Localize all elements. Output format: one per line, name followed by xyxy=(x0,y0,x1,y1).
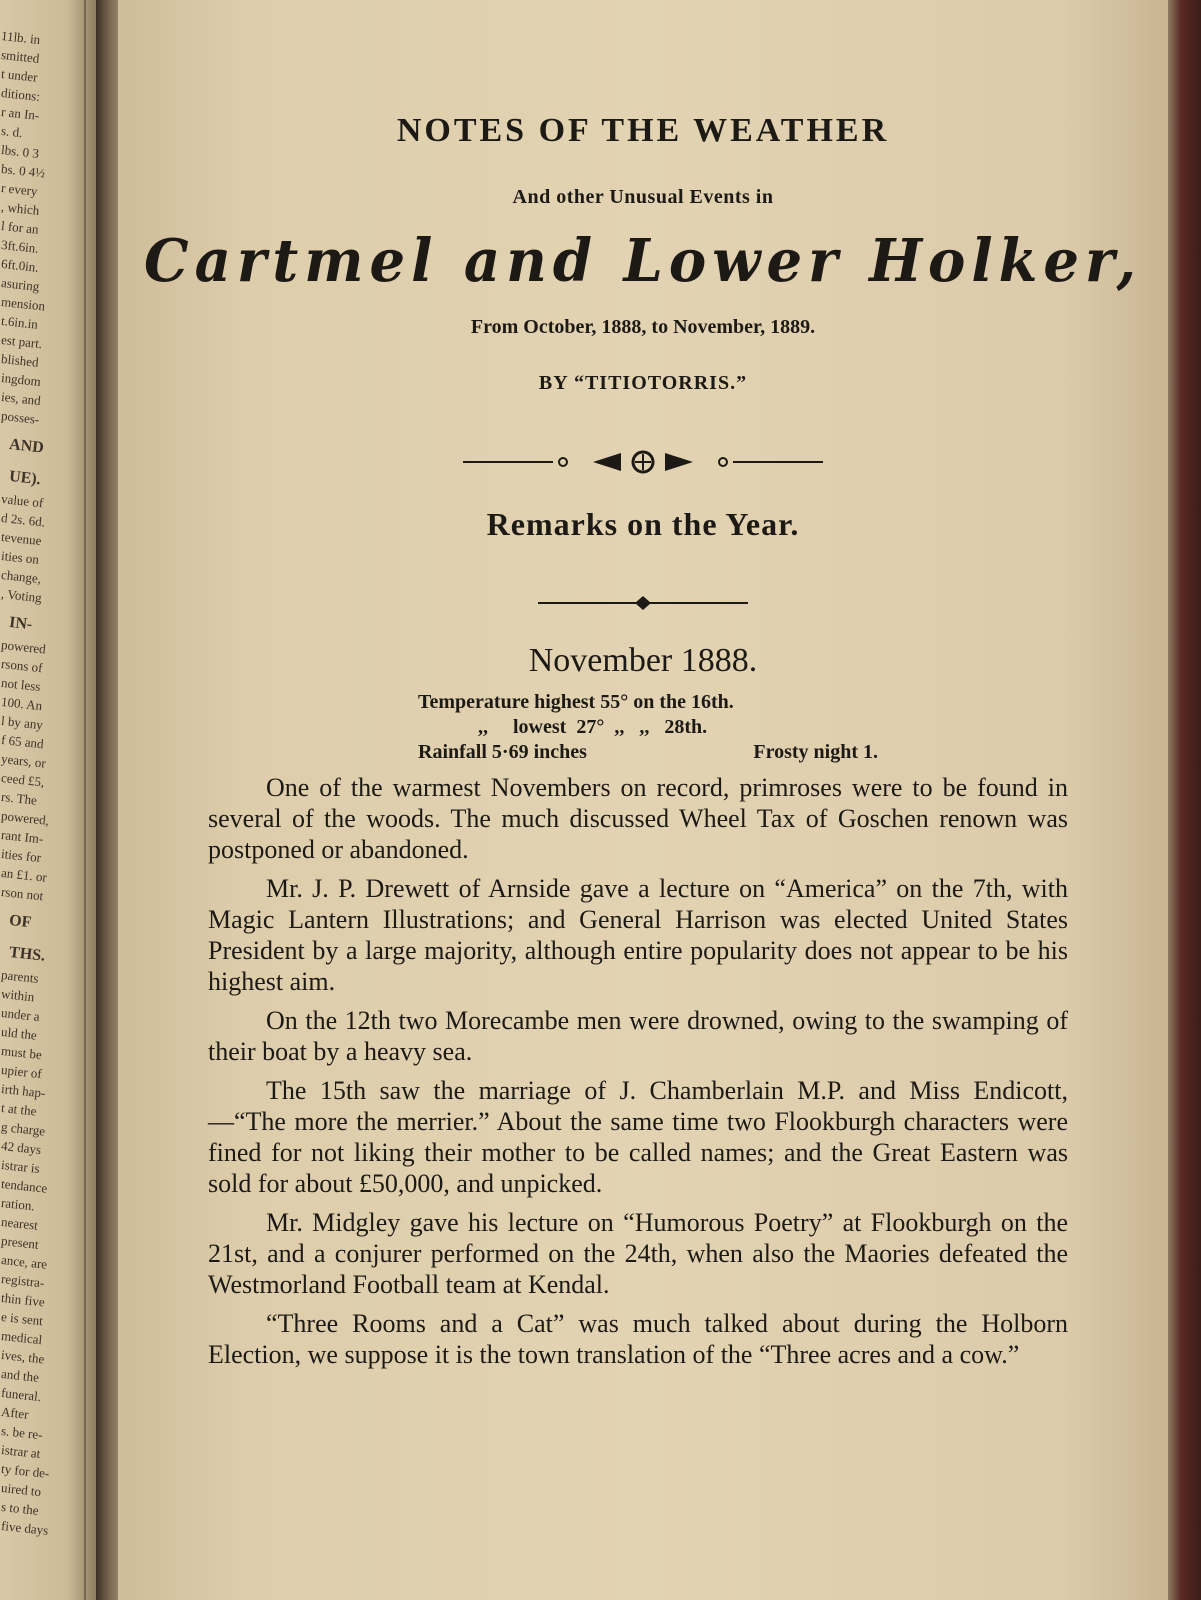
paragraph: Mr. Midgley gave his lecture on “Humorous Poetry” at Flookburgh on the 21st, and a conjurer performed on the 24th, when also the Maories defeated the Westmorland Football team at Kendal. xyxy=(208,1208,1068,1299)
diamond-rule-icon xyxy=(538,596,748,610)
facing-page-fragment: tevenue xyxy=(0,529,43,549)
author-line: BY “TITIOTORRIS.” xyxy=(538,372,748,394)
facing-page xyxy=(0,0,96,1600)
facing-page-fragment: posses- xyxy=(0,408,41,427)
facing-page-fragment: must be xyxy=(0,1043,43,1063)
facing-page-fragment: ance, are xyxy=(0,1252,48,1272)
facing-page-fragment: lbs. 0 3 xyxy=(0,142,40,161)
facing-page-fragment: est part. xyxy=(0,332,43,352)
page-title: NOTES OF THE WEATHER xyxy=(396,112,890,149)
facing-page-fragment: ives, the xyxy=(0,1347,46,1367)
facing-page-fragment: mension xyxy=(0,294,46,314)
facing-page-fragment: within xyxy=(0,986,36,1005)
paragraph: The 15th saw the marriage of J. Chamberlain M.P. and Miss Endicott,—“The more the merrier.” About the same time two Flookburgh characters were fined for not liking their mother to be called names; and the Great Eastern was sold for about £50,000, and unpicked. xyxy=(208,1076,1068,1198)
rainfall: Rainfall 5·69 inches xyxy=(418,741,587,763)
facing-page-fragment: change, xyxy=(0,567,42,587)
facing-page-fragment: ingdom xyxy=(0,370,42,390)
facing-page-fragment: istrar is xyxy=(0,1157,41,1176)
facing-page-fragment: ditions: xyxy=(0,85,41,104)
facing-page-fragment: 100. An xyxy=(0,694,43,714)
paragraph: On the 12th two Morecambe men were drowned, owing to the swamping of their boat by a heavy sea. xyxy=(208,1006,1068,1066)
ornament-divider-icon xyxy=(463,448,823,476)
facing-page-fragment: 11lb. in xyxy=(0,28,42,48)
paragraph: “Three Rooms and a Cat” was much talked about during the Holborn Election, we suppose it is the town translation of the “Three acres and a cow.” xyxy=(208,1309,1068,1369)
facing-page-fragment: rsons of xyxy=(0,656,44,676)
body-text xyxy=(208,772,1068,1378)
facing-page-fragment: 3ft.6in. xyxy=(0,237,40,256)
facing-page-fragment: ceed £5, xyxy=(0,770,46,790)
facing-page-fragment: rant Im- xyxy=(0,827,45,847)
facing-page-fragment: value of xyxy=(0,491,45,511)
facing-page-fragment: smitted xyxy=(0,47,41,66)
facing-page-fragment: under a xyxy=(0,1005,41,1024)
facing-page-fragment: s. be re- xyxy=(0,1423,44,1443)
facing-page-fragment: parents xyxy=(0,967,40,986)
facing-page-fragment: THS. xyxy=(8,944,46,965)
facing-page-fragment: , which xyxy=(0,199,41,218)
facing-page-fragment: t at the xyxy=(0,1100,38,1119)
paragraph: Mr. J. P. Drewett of Arnside gave a lecture on “America” on the 7th, with Magic Lantern Illustrations; and General Harrison was elected United States President by a large majority, although entire popularity does not appear to be his highest aim. xyxy=(208,874,1068,996)
temperature-low: ,, lowest 27° ,, ,, 28th. xyxy=(478,716,708,738)
facing-page-fragment: funeral. xyxy=(0,1385,42,1405)
facing-page-fragment: l for an xyxy=(0,218,40,237)
temperature-high: Temperature highest 55° on the 16th. xyxy=(418,691,734,713)
facing-page-fragment: thin five xyxy=(0,1290,46,1310)
facing-page-fragment: AND xyxy=(8,436,45,457)
facing-page-fragment: , Voting xyxy=(0,586,43,606)
facing-page-fragment: f 65 and xyxy=(0,732,45,752)
section-title: Remarks on the Year. xyxy=(486,506,800,542)
facing-page-fragment: upier of xyxy=(0,1062,43,1082)
facing-page-fragment: and the xyxy=(0,1366,40,1385)
facing-page-fragment: 42 days xyxy=(0,1138,42,1158)
facing-page-fragment: powered, xyxy=(0,808,50,828)
book-cover-edge xyxy=(1168,0,1201,1600)
facing-page-fragment: present xyxy=(0,1233,40,1252)
facing-page-rule xyxy=(84,0,86,1600)
book-page xyxy=(118,0,1168,1600)
facing-page-fragment: d 2s. 6d. xyxy=(0,510,46,530)
facing-page-fragment: uld the xyxy=(0,1024,38,1043)
facing-page-fragment: bs. 0 4½ xyxy=(0,161,46,181)
facing-page-fragment: ities on xyxy=(0,548,40,567)
facing-page-fragment: r an In- xyxy=(0,104,41,123)
facing-page-fragment: not less xyxy=(0,675,42,695)
facing-page-fragment: ities for xyxy=(0,846,42,866)
date-range: From October, 1888, to November, 1889. xyxy=(470,316,816,338)
facing-page-fragment: five days xyxy=(0,1518,50,1538)
paragraph: One of the warmest Novembers on record, primroses were to be found in several of the woods. The much discussed Wheel Tax of Goschen renown was postponed or abandoned. xyxy=(208,773,1068,864)
facing-page-fragment: g charge xyxy=(0,1119,46,1139)
facing-page-fragment: t.6in.in xyxy=(0,313,39,332)
facing-page-fragment: After xyxy=(0,1404,30,1422)
facing-page-fragment: rson not xyxy=(0,884,45,904)
place-heading: Cartmel and Lower Holker, xyxy=(144,226,1142,296)
weather-stats xyxy=(418,690,878,765)
facing-page-fragment: 6ft.0in. xyxy=(0,256,40,275)
facing-page-fragment: UE). xyxy=(8,468,42,489)
facing-page-fragment: an £1. or xyxy=(0,865,48,885)
facing-page-fragment: nearest xyxy=(0,1214,39,1233)
facing-page-fragment: uired to xyxy=(0,1480,42,1500)
facing-page-fragment: asuring xyxy=(0,275,41,294)
facing-page-fragment: s to the xyxy=(0,1499,40,1518)
facing-page-fragment: blished xyxy=(0,351,40,370)
facing-page-fragment: s. d. xyxy=(0,123,24,141)
facing-page-fragment: IN- xyxy=(8,614,34,634)
facing-page-fragment: OF xyxy=(8,912,33,932)
facing-page-fragment: powered xyxy=(0,637,47,657)
facing-page-fragment: medical xyxy=(0,1328,43,1348)
month-heading: November 1888. xyxy=(528,642,758,679)
facing-page-fragment: registra- xyxy=(0,1271,46,1291)
facing-page-fragment: ty for de- xyxy=(0,1461,51,1481)
page-subtitle: And other Unusual Events in xyxy=(512,186,774,208)
facing-page-fragment: years, or xyxy=(0,751,47,771)
frost-count: Frosty night 1. xyxy=(753,741,878,763)
facing-page-fragment: ies, and xyxy=(0,389,42,409)
facing-page-fragment: rs. The xyxy=(0,789,38,808)
facing-page-fragment: ration. xyxy=(0,1195,36,1214)
facing-page-fragment: l by any xyxy=(0,713,44,733)
facing-page-fragment: irth hap- xyxy=(0,1081,47,1101)
facing-page-fragment: r every xyxy=(0,180,39,199)
facing-page-fragment: t under xyxy=(0,66,39,85)
facing-page-fragment: istrar at xyxy=(0,1442,42,1462)
facing-page-fragment: tendance xyxy=(0,1176,48,1196)
facing-page-fragment: e is sent xyxy=(0,1309,44,1329)
